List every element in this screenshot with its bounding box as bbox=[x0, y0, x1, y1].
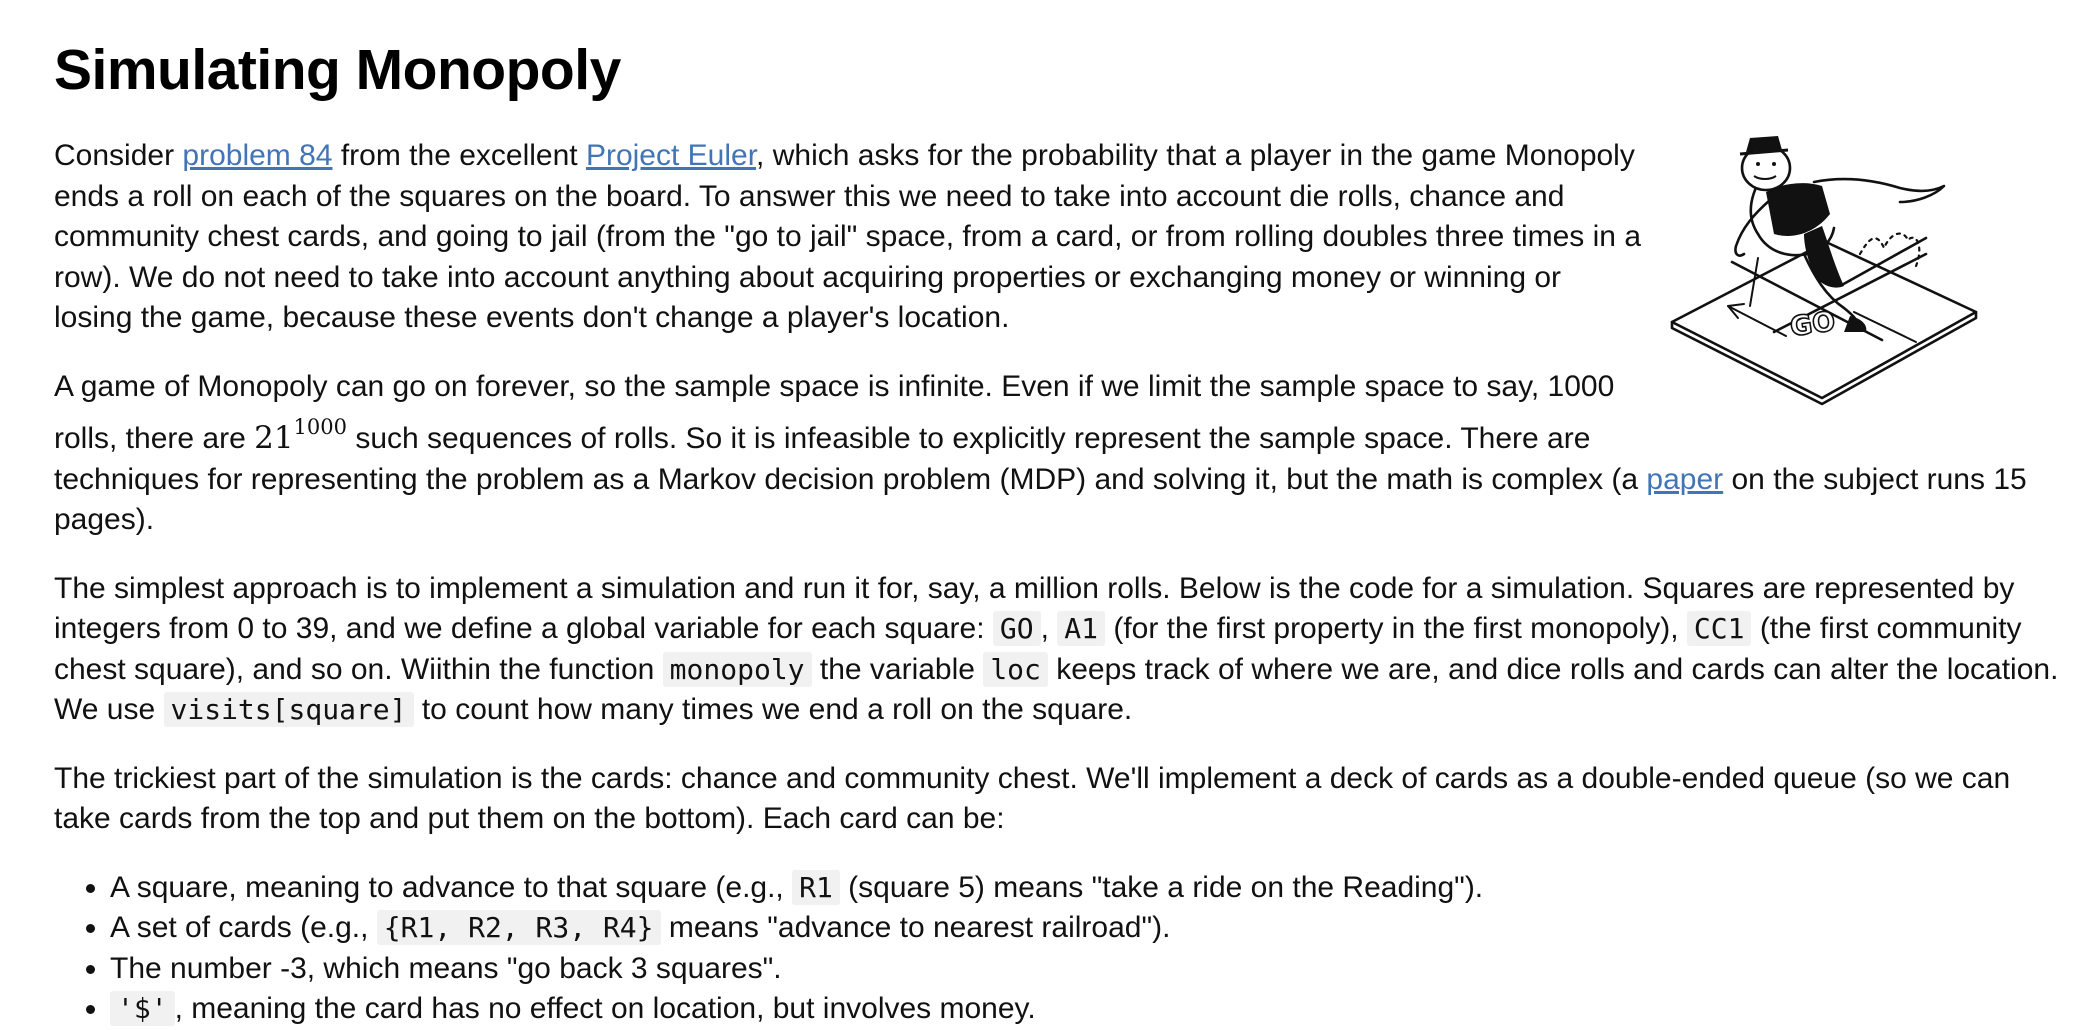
code-loc: loc bbox=[983, 652, 1048, 687]
code-visits: visits[square] bbox=[164, 692, 414, 727]
simulation-text-5: keeps track of where we are, and dice rolls and cards can alter the location. We use bbox=[54, 652, 2059, 726]
cards-paragraph: The trickiest part of the simulation is the cards: chance and community chest. We'll implement a deck of cards as a double-ended queue (so we can take cards from the top and put them on the bottom). Each card can be: bbox=[54, 761, 2011, 835]
sample-space-text-2: such sequences of rolls. So it is infeasible to explicitly represent the sample space. There are techniques for representing the problem as a Markov decision problem (MDP) and solving it, but the math is complex (a bbox=[54, 422, 1647, 496]
code-a1: A1 bbox=[1057, 611, 1105, 646]
sample-space-text-3: on the subject runs 15 pages). bbox=[54, 462, 2027, 536]
list-item-text: The number -3, which means "go back 3 squares". bbox=[110, 951, 782, 985]
project-euler-link[interactable]: Project Euler bbox=[585, 139, 757, 172]
card-types-list bbox=[54, 868, 2064, 1030]
simulation-separator: , bbox=[1040, 612, 1058, 645]
list-item bbox=[110, 868, 2064, 909]
problem-84-link[interactable]: problem 84 bbox=[182, 139, 333, 172]
list-item-text: (square 5) means "take a ride on the Reading"). bbox=[839, 870, 1484, 904]
math-exponent: 1000 bbox=[293, 415, 347, 439]
code-dollar: '$' bbox=[110, 991, 175, 1026]
math-base: 21 bbox=[254, 420, 294, 456]
monopoly-man-go-illustration bbox=[1654, 136, 2064, 426]
list-item bbox=[110, 949, 2064, 990]
intro-text-3: , which asks for the probability that a player in the game Monopoly ends a roll on each of the squares on the board. To answer this we need to take into account die rolls, chance and community chest cards, and going to jail (from the "go to jail" space, from a card, or from rolling doubles three times in a row). We do not need to take into account anything about acquiring properties or exchanging money or winning or losing the game, because these events don't change a player's location. bbox=[54, 139, 1642, 334]
sample-space-text-1: A game of Monopoly can go on forever, so the sample space is infinite. Even if we limit the sample space to say, 1000 rolls, there are bbox=[54, 369, 1615, 455]
code-go: GO bbox=[993, 611, 1041, 646]
intro-text-1: Consider bbox=[54, 139, 183, 172]
simulation-text-1: The simplest approach is to implement a simulation and run it for, say, a million rolls. Below is the code for a simulation. Squares are represented by integers from 0 to 39, and we define a global variable for each square: bbox=[54, 571, 2015, 645]
simulation-text-4: the variable bbox=[811, 652, 984, 686]
list-item bbox=[110, 989, 2064, 1030]
code-cc1: CC1 bbox=[1687, 611, 1752, 646]
intro-text-2: from the excellent bbox=[332, 139, 586, 172]
list-item-text: means "advance to nearest railroad"). bbox=[660, 911, 1171, 944]
code-r1: R1 bbox=[792, 870, 840, 905]
code-monopoly: monopoly bbox=[663, 652, 812, 687]
code-railroad-set: {R1, R2, R3, R4} bbox=[377, 910, 661, 945]
simulation-paragraph bbox=[54, 569, 2064, 731]
simulation-text-2: (for the first property in the first monopoly), bbox=[1105, 612, 1687, 645]
list-item-text: , meaning the card has no effect on location, but involves money. bbox=[174, 992, 1036, 1025]
math-expression bbox=[254, 415, 347, 456]
list-item-text: A square, meaning to advance to that square (e.g., bbox=[110, 870, 793, 904]
simulation-text-3: (the first community chest square), and so on. Wiithin the function bbox=[54, 612, 2022, 686]
paper-link[interactable]: paper bbox=[1646, 462, 1724, 496]
page-title: Simulating Monopoly bbox=[54, 38, 621, 102]
go-label: GO bbox=[1788, 306, 1838, 344]
article bbox=[54, 30, 2064, 1030]
simulation-text-6: to count how many times we end a roll on the square. bbox=[413, 693, 1133, 726]
list-item-text: A set of cards (e.g., bbox=[110, 911, 377, 944]
list-item bbox=[110, 908, 2064, 949]
